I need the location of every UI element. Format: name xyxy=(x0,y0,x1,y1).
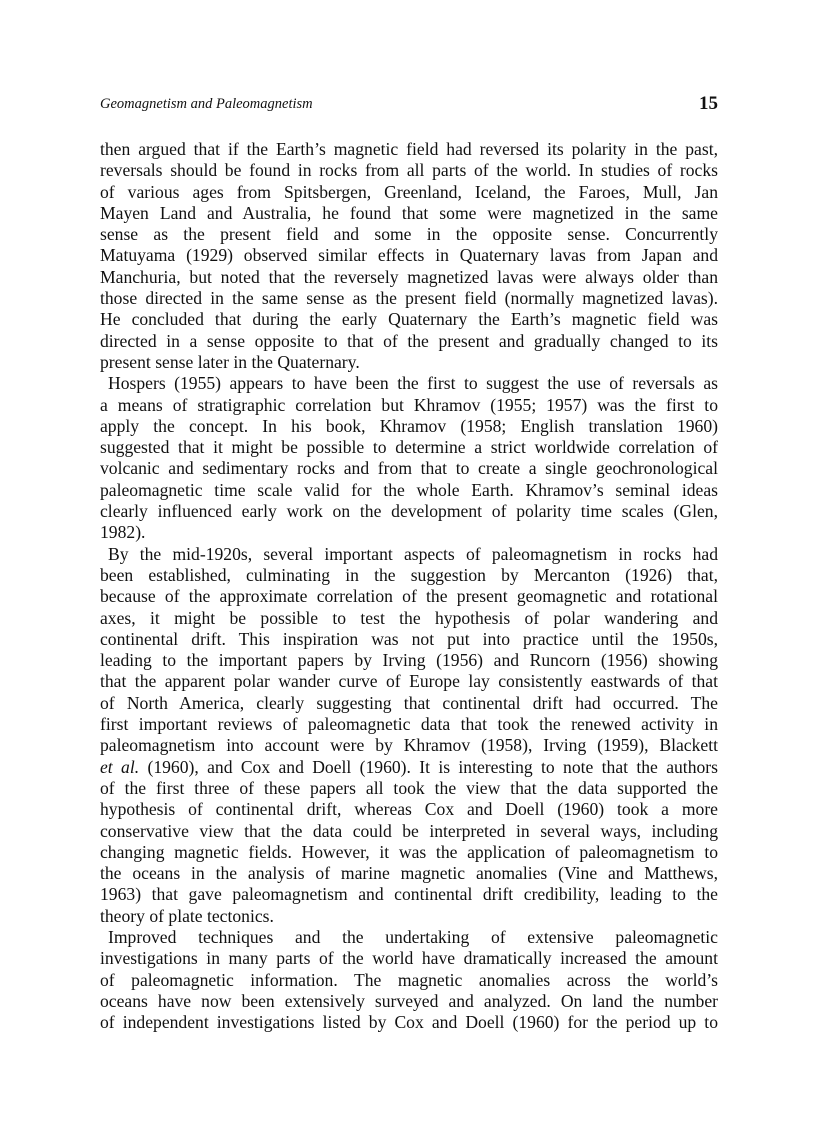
italic-text: et al. xyxy=(100,756,140,777)
text-line: been established, culminating in the suggestion by Mercanton (1926) that, xyxy=(100,564,718,585)
text-line: axes, it might be possible to test the hypothesis of polar wandering and xyxy=(100,607,718,628)
text-line: the oceans in the analysis of marine magnetic anomalies (Vine and Matthews, xyxy=(100,863,718,884)
text-line: Mayen Land and Australia, he found that some were magnetized in the same xyxy=(100,202,718,223)
text-line: volcanic and sedimentary rocks and from that to create a single geochronological xyxy=(100,458,718,479)
paragraph xyxy=(100,544,718,927)
text-line: paleomagnetism into account were by Khramov (1958), Irving (1959), Blackett xyxy=(100,735,718,756)
text-line: a means of stratigraphic correlation but Khramov (1955; 1957) was the first to xyxy=(100,394,718,415)
text-line: changing magnetic fields. However, it was the application of paleomagnetism to xyxy=(100,841,718,862)
text-line xyxy=(100,757,718,778)
paragraph xyxy=(100,139,718,373)
text-line: investigations in many parts of the world have dramatically increased the amount xyxy=(100,948,718,969)
text-line: continental drift. This inspiration was not put into practice until the 1950s, xyxy=(100,628,718,649)
text-line: of various ages from Spitsbergen, Greenland, Iceland, the Faroes, Mull, Jan xyxy=(100,181,718,202)
text-line: He concluded that during the early Quaternary the Earth’s magnetic field was xyxy=(100,309,718,330)
text-line: 1982). xyxy=(100,522,146,543)
text-line: present sense later in the Quaternary. xyxy=(100,351,360,372)
paragraph xyxy=(100,373,718,543)
text-line: because of the approximate correlation of the present geomagnetic and rotational xyxy=(100,586,718,607)
text-line: of the first three of these papers all took the view that the data supported the xyxy=(100,777,718,798)
text-line: that the apparent polar wander curve of Europe lay consistently eastwards of that xyxy=(100,671,718,692)
text-line: of North America, clearly suggesting that continental drift had occurred. The xyxy=(100,692,718,713)
body-text xyxy=(100,139,718,1033)
text-segment: (1960), and Cox and Doell (1960). It is interesting to note that the authors xyxy=(139,756,718,777)
text-line: first important reviews of paleomagnetic data that took the renewed activity in xyxy=(100,714,718,735)
running-head xyxy=(100,93,718,116)
text-line: Matuyama (1929) observed similar effects in Quaternary lavas from Japan and xyxy=(100,245,718,266)
text-line: conservative view that the data could be interpreted in several ways, including xyxy=(100,820,718,841)
text-line: leading to the important papers by Irving (1956) and Runcorn (1956) showing xyxy=(100,650,718,671)
text-line: of paleomagnetic information. The magnetic anomalies across the world’s xyxy=(100,969,718,990)
text-line: hypothesis of continental drift, whereas Cox and Doell (1960) took a more xyxy=(100,799,718,820)
page-number: 15 xyxy=(699,93,718,114)
text-line: paleomagnetic time scale valid for the whole Earth. Khramov’s seminal ideas xyxy=(100,479,718,500)
text-line: 1963) that gave paleomagnetism and continental drift credibility, leading to the xyxy=(100,884,718,905)
text-line: reversals should be found in rocks from all parts of the world. In studies of rocks xyxy=(100,160,718,181)
text-line: apply the concept. In his book, Khramov (1958; English translation 1960) xyxy=(100,415,718,436)
text-line: of independent investigations listed by Cox and Doell (1960) for the period up to xyxy=(100,1012,718,1033)
running-head-title: Geomagnetism and Paleomagnetism xyxy=(100,96,313,112)
paragraph xyxy=(100,927,718,1033)
text-line: directed in a sense opposite to that of the present and gradually changed to its xyxy=(100,330,718,351)
text-line: theory of plate tectonics. xyxy=(100,905,274,926)
text-line: Hospers (1955) appears to have been the first to suggest the use of reversals as xyxy=(108,373,718,394)
text-line: Improved techniques and the undertaking of extensive paleomagnetic xyxy=(108,926,718,947)
text-line: By the mid-1920s, several important aspects of paleomagnetism in rocks had xyxy=(108,543,718,564)
text-line: sense as the present field and some in the opposite sense. Concurrently xyxy=(100,224,718,245)
text-line: suggested that it might be possible to determine a strict worldwide correlation of xyxy=(100,437,718,458)
text-line: clearly influenced early work on the development of polarity time scales (Glen, xyxy=(100,501,718,522)
text-line: Manchuria, but noted that the reversely magnetized lavas were always older than xyxy=(100,266,718,287)
text-line: those directed in the same sense as the present field (normally magnetized lavas). xyxy=(100,288,718,309)
text-line: then argued that if the Earth’s magnetic field had reversed its polarity in the past, xyxy=(100,139,718,159)
text-line: oceans have now been extensively surveyed and analyzed. On land the number xyxy=(100,990,718,1011)
